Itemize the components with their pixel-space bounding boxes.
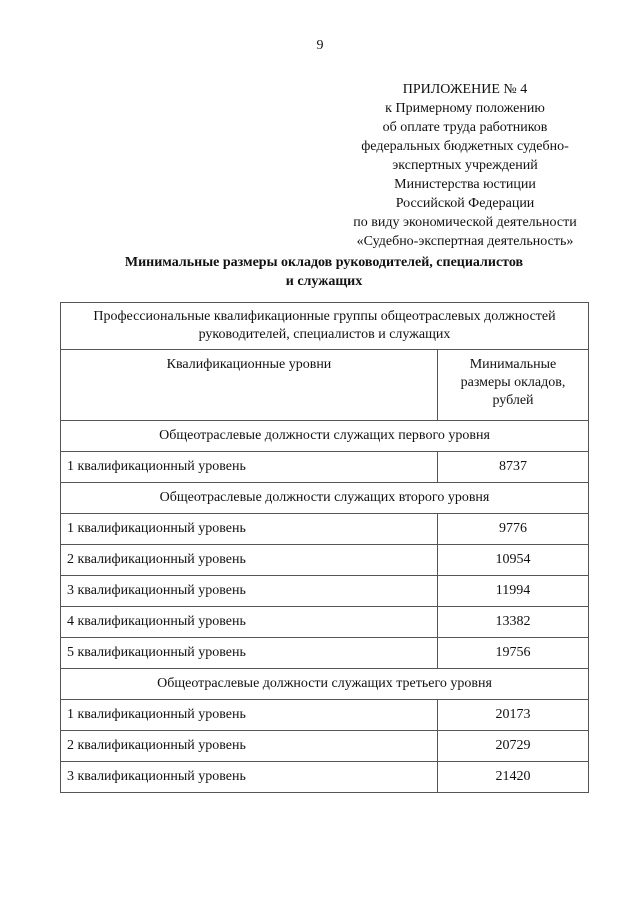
level-cell: 3 квалификационный уровень: [61, 762, 438, 793]
column-header-level: Квалификационные уровни: [61, 350, 438, 421]
level-cell: 5 квалификационный уровень: [61, 638, 438, 669]
appendix-header: [340, 80, 590, 251]
section-header: Общеотраслевые должности служащих первого уровня: [61, 421, 589, 452]
salary-cell: 9776: [438, 514, 589, 545]
appendix-line: об оплате труда работников: [382, 120, 548, 135]
table-row: [61, 638, 589, 669]
section-header: Общеотраслевые должности служащих второго уровня: [61, 483, 589, 514]
table-row: [61, 762, 589, 793]
page-number: 9: [316, 38, 324, 53]
salary-table: [60, 302, 589, 793]
appendix-line: «Судебно-экспертная деятельность»: [356, 234, 574, 249]
salary-cell: 13382: [438, 607, 589, 638]
salary-cell: 10954: [438, 545, 589, 576]
salary-cell: 21420: [438, 762, 589, 793]
salary-cell: 19756: [438, 638, 589, 669]
table-row: [61, 700, 589, 731]
appendix-line: ПРИЛОЖЕНИЕ № 4: [402, 82, 528, 97]
salary-cell: 20173: [438, 700, 589, 731]
appendix-line: Российской Федерации: [395, 196, 535, 211]
salary-cell: 11994: [438, 576, 589, 607]
salary-cell: 8737: [438, 452, 589, 483]
level-cell: 2 квалификационный уровень: [61, 731, 438, 762]
title-line: и служащих: [285, 274, 363, 289]
document-title: [60, 253, 588, 291]
level-cell: 4 квалификационный уровень: [61, 607, 438, 638]
table-row: [61, 576, 589, 607]
level-cell: 1 квалификационный уровень: [61, 452, 438, 483]
level-cell: 2 квалификационный уровень: [61, 545, 438, 576]
title-line: Минимальные размеры окладов руководителей, специалистов: [124, 255, 524, 270]
level-cell: 1 квалификационный уровень: [61, 514, 438, 545]
salary-cell: 20729: [438, 731, 589, 762]
appendix-line: по виду экономической деятельности: [353, 215, 577, 230]
table-row: [61, 545, 589, 576]
level-cell: 3 квалификационный уровень: [61, 576, 438, 607]
appendix-line: экспертных учреждений: [392, 158, 538, 173]
group-header: Профессиональные квалификационные группы общеотраслевых должностей руководителей, специалистов и служащих: [61, 303, 589, 350]
section-header: Общеотраслевые должности служащих третьего уровня: [61, 669, 589, 700]
table-row: [61, 731, 589, 762]
table-row: [61, 452, 589, 483]
appendix-line: к Примерному положению: [385, 101, 545, 116]
appendix-line: Министерства юстиции: [394, 177, 536, 192]
level-cell: 1 квалификационный уровень: [61, 700, 438, 731]
column-header-salary: Минимальные размеры окладов, рублей: [438, 350, 589, 421]
table-row: [61, 514, 589, 545]
appendix-line: федеральных бюджетных судебно-: [361, 139, 569, 154]
table-row: [61, 607, 589, 638]
